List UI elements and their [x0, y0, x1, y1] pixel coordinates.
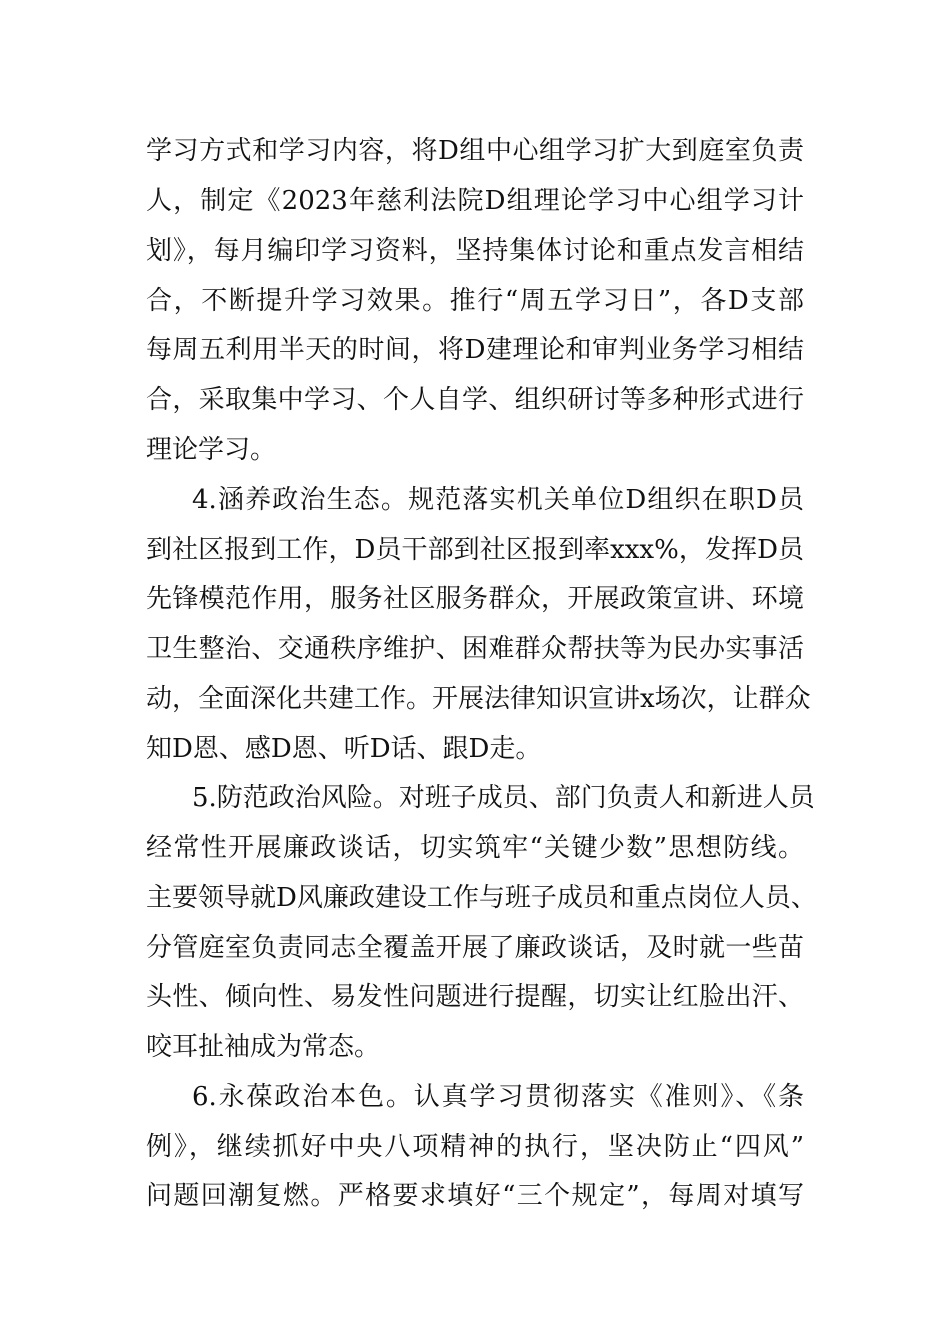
text-line: 动，全面深化共建工作。开展法律知识宣讲x场次，让群众 — [146, 684, 811, 714]
text-line: 理论学习。 — [146, 435, 277, 465]
paragraph-first-line: 6.永葆政治本色。认真学习贯彻落实《准则》、《条 — [192, 1082, 804, 1112]
text-line: 合，采取集中学习、个人自学、组织研讨等多种形式进行 — [146, 385, 804, 415]
text-line: 每周五利用半天的时间，将D建理论和审判业务学习相结 — [146, 335, 804, 365]
text-line: 头性、倾向性、易发性问题进行提醒，切实让红脸出汗、 — [146, 982, 804, 1012]
text-line: 经常性开展廉政谈话，切实筑牢“关键少数”思想防线。 — [146, 833, 804, 863]
text-line: 人，制定《2023年慈利法院D组理论学习中心组学习计 — [146, 186, 804, 216]
paragraph-first-line: 4.涵养政治生态。规范落实机关单位D组织在职D员 — [192, 485, 804, 515]
text-line: 先锋模范作用，服务社区服务群众，开展政策宣讲、环境 — [146, 584, 804, 614]
text-line: 到社区报到工作，D员干部到社区报到率xxx%，发挥D员 — [146, 535, 804, 565]
text-line: 知D恩、感D恩、听D话、跟D走。 — [146, 734, 542, 764]
text-line: 主要领导就D风廉政建设工作与班子成员和重点岗位人员、 — [146, 883, 817, 913]
text-line: 问题回潮复燃。严格要求填好“三个规定”，每周对填写 — [146, 1181, 804, 1211]
text-line: 划》，每月编印学习资料，坚持集体讨论和重点发言相结 — [146, 236, 804, 266]
text-line: 分管庭室负责同志全覆盖开展了廉政谈话，及时就一些苗 — [146, 933, 804, 963]
text-line: 咬耳扯袖成为常态。 — [146, 1032, 381, 1062]
text-line: 学习方式和学习内容，将D组中心组学习扩大到庭室负责 — [146, 136, 804, 166]
text-line: 卫生整治、交通秩序维护、困难群众帮扶等为民办实事活 — [146, 634, 804, 664]
text-line: 例》，继续抓好中央八项精神的执行，坚决防止“四风” — [146, 1132, 804, 1162]
text-line: 合，不断提升学习效果。推行“周五学习日”，各D支部 — [146, 286, 804, 316]
paragraph-first-line: 5.防范政治风险。对班子成员、部门负责人和新进人员 — [192, 783, 815, 813]
